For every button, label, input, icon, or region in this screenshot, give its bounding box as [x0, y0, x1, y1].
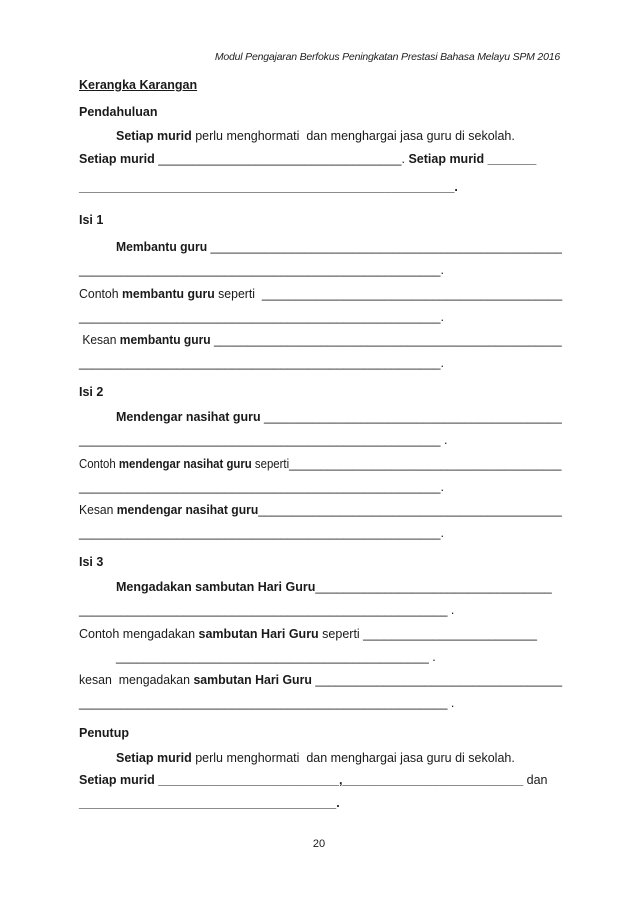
isi3-line-6: _____________________________________________________ . [79, 696, 455, 710]
isi3-line-5-b: sambutan Hari Guru [193, 673, 312, 687]
isi1-line-1-bold: Membantu guru [116, 240, 208, 254]
isi1-line-5-c: ____________________________________________________ [210, 333, 562, 347]
isi2-line-4: ____________________________________________________. [79, 480, 444, 494]
isi2-line-5-c: _____________________________________________ [258, 503, 562, 517]
page-number: 20 [312, 838, 326, 850]
isi3-line-4: _____________________________________________ . [116, 650, 436, 664]
isi1-line-1-blank: ____________________________________________________ [207, 240, 562, 254]
isi1-heading: Isi 1 [79, 213, 104, 227]
intro-line-1-rest: perlu menghormati dan menghargai jasa guru di sekolah. [191, 129, 515, 143]
intro-line-2-b: ___________________________________. [154, 152, 405, 166]
penutup-line-3: _____________________________________. [79, 796, 340, 810]
isi1-line-5-b: membantu guru [119, 333, 211, 347]
isi2-line-5-a: Kesan [79, 503, 117, 517]
isi3-line-3 [79, 627, 537, 642]
isi1-line-3 [79, 287, 562, 302]
penutup-line-2-a: Setiap murid [79, 773, 155, 787]
penutup-line-1-bold: Setiap murid [116, 751, 192, 765]
document-title: Kerangka Karangan [79, 78, 198, 92]
isi2-line-3-c: seperti___________________________________________ [251, 457, 562, 471]
isi2-line-6: ____________________________________________________. [79, 526, 444, 540]
isi1-line-6: ____________________________________________________. [79, 356, 444, 370]
isi3-line-1-blank: __________________________________ [315, 580, 552, 594]
isi2-line-1-bold: Mendengar nasihat guru [116, 410, 261, 424]
isi1-line-3-a: Contoh [79, 287, 122, 301]
isi3-line-1 [116, 580, 552, 595]
penutup-line-2-d: dan [523, 773, 548, 787]
isi3-line-3-b: sambutan Hari Guru [198, 627, 319, 641]
intro-heading: Pendahuluan [79, 105, 158, 119]
intro-line-2-c: Setiap murid [404, 152, 485, 166]
intro-line-1 [116, 129, 515, 144]
intro-line-3: ______________________________________________________. [79, 180, 458, 194]
isi2-line-1 [116, 410, 562, 425]
isi2-line-2: ____________________________________________________ . [79, 433, 448, 447]
isi3-line-2: _____________________________________________________ . [79, 603, 455, 617]
isi2-line-3-a: Contoh [79, 457, 119, 471]
isi1-line-1 [116, 240, 562, 255]
isi3-heading: Isi 3 [79, 555, 104, 569]
penutup-line-1 [116, 751, 515, 766]
penutup-line-2-b: __________________________, [154, 773, 343, 787]
isi3-line-5-c: ____________________________________ [311, 673, 563, 687]
isi1-line-5 [79, 333, 562, 348]
intro-line-1-bold: Setiap murid [116, 129, 192, 143]
isi2-line-5 [79, 503, 562, 518]
isi1-line-2: ____________________________________________________. [79, 263, 444, 277]
isi1-line-5-a: Kesan [79, 333, 120, 347]
isi2-line-3-b: mendengar nasihat guru [118, 457, 252, 471]
isi3-line-5 [79, 673, 562, 688]
penutup-line-2-c: __________________________ [342, 773, 524, 787]
isi1-line-3-c: seperti ____________________________________________ [214, 287, 563, 301]
isi3-line-3-a: Contoh mengadakan [79, 627, 199, 641]
penutup-line-1-rest: perlu menghormati dan menghargai jasa guru di sekolah. [191, 751, 515, 765]
isi1-line-4: ____________________________________________________. [79, 310, 444, 324]
running-header: Modul Pengajaran Berfokus Peningkatan Prestasi Bahasa Melayu SPM 2016 [214, 51, 560, 63]
isi3-line-5-a: kesan mengadakan [79, 673, 194, 687]
penutup-heading: Penutup [79, 726, 129, 740]
isi2-line-1-blank: ___________________________________________ [260, 410, 562, 424]
isi3-line-1-bold: Mengadakan sambutan Hari Guru [116, 580, 316, 594]
intro-line-2 [79, 152, 536, 167]
isi2-line-5-b: mendengar nasihat guru [116, 503, 259, 517]
intro-line-2-d: _______ [484, 152, 537, 166]
penutup-line-2 [79, 773, 548, 788]
intro-line-2-a: Setiap murid [79, 152, 155, 166]
isi2-heading: Isi 2 [79, 385, 104, 399]
isi3-line-3-c: seperti _________________________ [318, 627, 537, 641]
isi1-line-3-b: membantu guru [121, 287, 215, 301]
isi2-line-3 [79, 457, 561, 472]
